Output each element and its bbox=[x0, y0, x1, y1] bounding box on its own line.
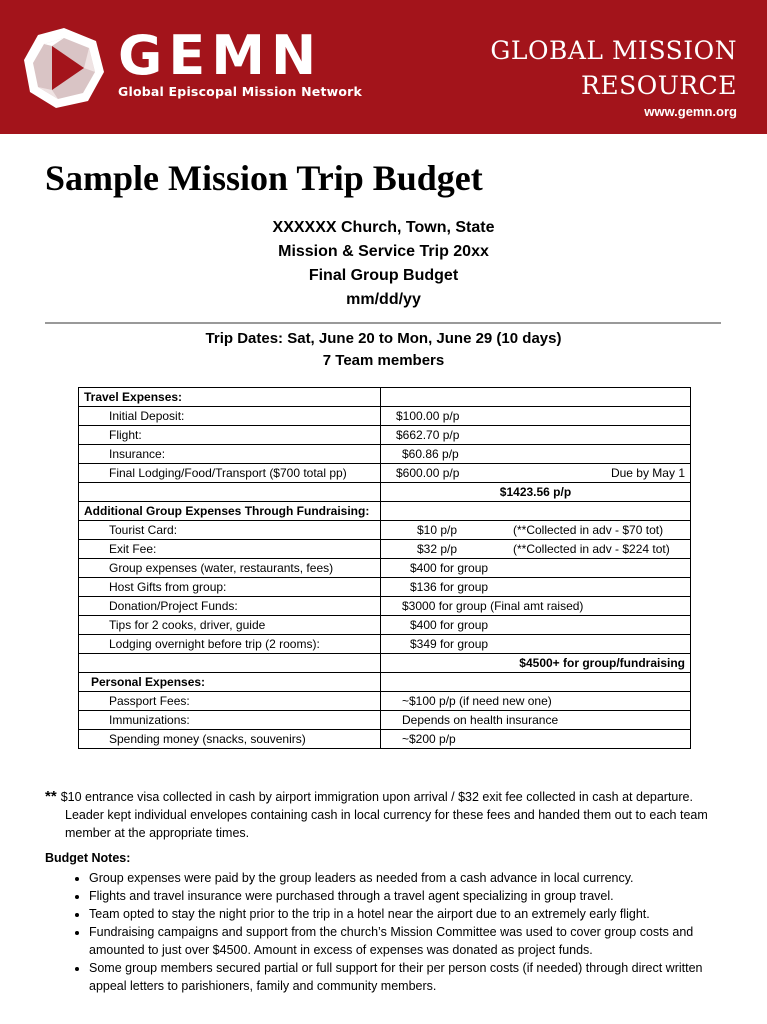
table-row bbox=[79, 502, 691, 521]
table-row bbox=[79, 521, 691, 540]
logo-subtitle: Global Episcopal Mission Network bbox=[118, 84, 363, 99]
footnote-text: $10 entrance visa collected in cash by airport immigration upon arrival / $32 exit fee collected in cash at departure. Leader kept individual envelopes containing cash in local currency for these fees and handed them out to each team member at the appropriate times. bbox=[60, 790, 708, 840]
row-value: $100.00 p/p bbox=[381, 407, 691, 426]
row-note: (**Collected in adv - $70 tot) bbox=[513, 523, 664, 537]
row-label: Host Gifts from group: bbox=[79, 578, 381, 597]
row-label bbox=[79, 464, 381, 483]
row-value: $662.70 p/p bbox=[381, 426, 691, 445]
date-line: mm/dd/yy bbox=[346, 291, 421, 308]
table-cell bbox=[381, 502, 691, 521]
row-label: Tourist Card: bbox=[79, 521, 381, 540]
row-value: ~$100 p/p (if need new one) bbox=[381, 692, 691, 711]
team-members: 7 Team members bbox=[322, 352, 445, 369]
website-link[interactable]: www.gemn.org bbox=[644, 104, 737, 119]
table-row bbox=[79, 559, 691, 578]
row-value bbox=[381, 521, 691, 540]
table-cell bbox=[381, 388, 691, 407]
table-row bbox=[79, 407, 691, 426]
table-row bbox=[79, 654, 691, 673]
table-row bbox=[79, 635, 691, 654]
list-item: • Fundraising campaigns and support from the church’s Mission Committee was used to cover group costs and amounted to just over $4500. Amount in excess of expenses was donated as project funds. bbox=[89, 923, 725, 959]
resource-title-line2: RESOURCE bbox=[581, 71, 737, 100]
table-row bbox=[79, 464, 691, 483]
table-cell bbox=[79, 483, 381, 502]
row-value bbox=[381, 464, 691, 483]
section-header-travel: Travel Expenses: bbox=[79, 388, 381, 407]
row-value: $3000 for group (Final amt raised) bbox=[381, 597, 691, 616]
budget-table bbox=[78, 387, 691, 749]
row-value: $60.86 p/p bbox=[381, 445, 691, 464]
list-item: • Team opted to stay the night prior to the trip in a hotel near the airport due to an extremely early flight. bbox=[89, 905, 725, 923]
list-item: • Some group members secured partial or full support for their per person costs (if needed) through direct written appeal letters to parishioners, family and community members. bbox=[89, 959, 725, 995]
divider bbox=[45, 322, 721, 324]
table-row bbox=[79, 578, 691, 597]
gemn-polygon-icon bbox=[22, 26, 106, 110]
trip-dates: Trip Dates: Sat, June 20 to Mon, June 29 (10 days) bbox=[205, 330, 562, 347]
row-label: Spending money (snacks, souvenirs) bbox=[79, 730, 381, 749]
row-label: Immunizations: bbox=[79, 711, 381, 730]
church-line: XXXXXX Church, Town, State bbox=[272, 219, 495, 236]
table-cell bbox=[79, 654, 381, 673]
footnote bbox=[45, 788, 725, 842]
table-row bbox=[79, 388, 691, 407]
row-value bbox=[381, 540, 691, 559]
row-note: (**Collected in adv - $224 tot) bbox=[513, 542, 670, 556]
row-label: Insurance: bbox=[79, 445, 381, 464]
list-item: • Group expenses were paid by the group leaders as needed from a cash advance in local currency. bbox=[89, 869, 725, 887]
row-label: Exit Fee: bbox=[79, 540, 381, 559]
due-note: Due by May 1 bbox=[610, 466, 685, 480]
table-row bbox=[79, 445, 691, 464]
row-value: $349 for group bbox=[381, 635, 691, 654]
list-item: • Flights and travel insurance were purchased through a travel agent specializing in group travel. bbox=[89, 887, 725, 905]
budget-notes-heading: Budget Notes: bbox=[45, 851, 131, 865]
table-row bbox=[79, 711, 691, 730]
section-header-group: Additional Group Expenses Through Fundraising: bbox=[79, 502, 381, 521]
budget-type-line: Final Group Budget bbox=[308, 267, 459, 284]
table-cell bbox=[381, 673, 691, 692]
table-row bbox=[79, 673, 691, 692]
row-label: Group expenses (water, restaurants, fees) bbox=[79, 559, 381, 578]
row-label: Flight: bbox=[79, 426, 381, 445]
row-value-text: $600.00 p/p bbox=[396, 466, 460, 480]
row-label-text: Final Lodging/Food/Transport ($700 total pp) bbox=[109, 466, 347, 480]
footnote-body bbox=[45, 788, 725, 842]
section-header-personal: Personal Expenses: bbox=[79, 673, 381, 692]
footnote-marker: ** bbox=[45, 788, 57, 805]
logo-wordmark: GEMN bbox=[118, 24, 323, 87]
budget-notes-list bbox=[45, 869, 725, 995]
table-row bbox=[79, 616, 691, 635]
trip-name-line: Mission & Service Trip 20xx bbox=[278, 243, 489, 260]
row-label: Passport Fees: bbox=[79, 692, 381, 711]
group-total: $4500+ for group/fundraising bbox=[381, 654, 691, 673]
table-row bbox=[79, 540, 691, 559]
row-value: $136 for group bbox=[381, 578, 691, 597]
travel-total: $1423.56 p/p bbox=[381, 483, 691, 502]
row-value: ~$200 p/p bbox=[381, 730, 691, 749]
row-label: Initial Deposit: bbox=[79, 407, 381, 426]
header-banner bbox=[0, 0, 767, 134]
table-row bbox=[79, 483, 691, 502]
row-label: Donation/Project Funds: bbox=[79, 597, 381, 616]
page-title: Sample Mission Trip Budget bbox=[45, 158, 483, 198]
row-value-text: $10 p/p bbox=[417, 523, 458, 537]
row-value: Depends on health insurance bbox=[381, 711, 691, 730]
row-label: Lodging overnight before trip (2 rooms): bbox=[79, 635, 381, 654]
table-row bbox=[79, 730, 691, 749]
row-label: Tips for 2 cooks, driver, guide bbox=[79, 616, 381, 635]
resource-title-line1: GLOBAL MISSION bbox=[490, 36, 737, 65]
table-row bbox=[79, 692, 691, 711]
row-value: $400 for group bbox=[381, 559, 691, 578]
table-row bbox=[79, 597, 691, 616]
table-row bbox=[79, 426, 691, 445]
resource-title bbox=[490, 33, 737, 103]
row-value: $400 for group bbox=[381, 616, 691, 635]
row-value-text: $32 p/p bbox=[417, 542, 458, 556]
